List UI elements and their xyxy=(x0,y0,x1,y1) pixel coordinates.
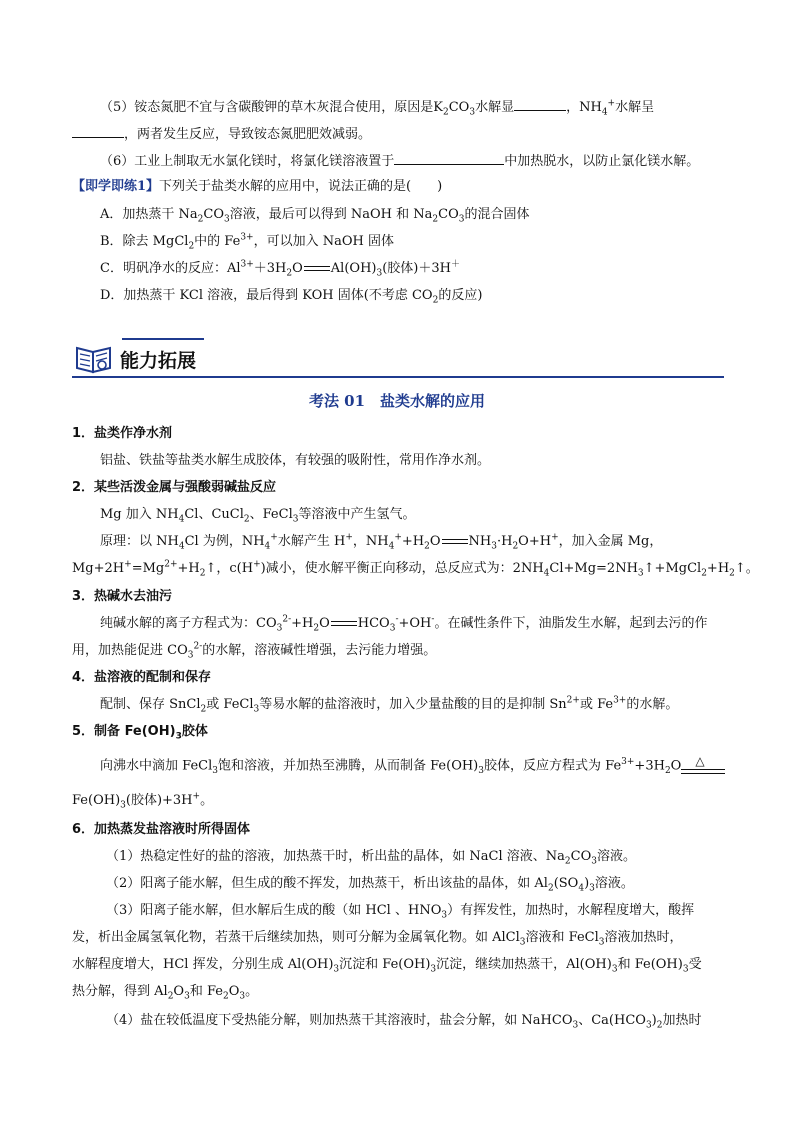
para-4: 配制、保存 SnCl$_2$或 FeCl$_3$等易水解的盐溶液时，加入少量盐酸的目的是抑制 $Sn^{2+}$或 $Fe^{3+}$的水解。 xyxy=(100,695,679,715)
item-6-line: （6）工业上制取无水氯化镁时，将氯化镁溶液置于 中加热脱水，以防止氯化镁水解。 xyxy=(100,151,699,171)
option-d[interactable]: D．加热蒸干 KCl 溶液，最后得到 KOH 固体(不考虑 $CO_2$的反应) xyxy=(100,288,483,306)
para-5b: $Fe(OH)_3$(胶体)+3H+。 xyxy=(72,791,214,811)
heading-4: 4．盐溶液的配制和保存 xyxy=(72,670,212,685)
option-c[interactable]: C．明矾净水的反应：$Al^{3+}+3H_2O$ $Al(OH)_3$(胶体)＋3H＋ xyxy=(100,259,460,279)
book-icon xyxy=(74,340,114,376)
para-5a: 向沸水中滴加 FeCl$_3$饱和溶液，并加热至沸腾，从而制备 $Fe(OH)_3$胶体，反应方程式为 $Fe^{3+}+3H_2O$ △ xyxy=(100,755,725,777)
answer-blank[interactable] xyxy=(394,151,504,165)
para-1: 铝盐、铁盐等盐类水解生成胶体，有较强的吸附性，常用作净水剂。 xyxy=(100,453,491,468)
answer-blank[interactable] xyxy=(514,97,566,111)
para-2b: 原理：以 $NH_4Cl$ 为例，$NH_4^+$水解产生 H+，$NH_4^++H_2O$ $NH_3\cdot H_2O+H^+$，加入金属 Mg， xyxy=(100,532,663,552)
para-6-3d: 热分解，得到 $Al_2O_3$和 $Fe_2O_3$。 xyxy=(72,984,259,1002)
para-2c: $Mg+2H^+=Mg^{2+}+H_2↑$，c(H+)减小，使水解平衡正向移动，总反应式为：$2NH_4Cl+Mg=2NH_3↑+MgCl_2+H_2↑$。 xyxy=(72,559,759,579)
exercise-question: 【即学即练1】下列关于盐类水解的应用中，说法正确的是( ) xyxy=(72,179,443,194)
section-banner xyxy=(72,332,724,378)
heading-3: 3．热碱水去油污 xyxy=(72,589,173,604)
equilibrium-arrow xyxy=(304,264,330,274)
para-6-2: （2）阳离子能水解，但生成的酸不挥发，加热蒸干，析出该盐的晶体，如 $Al_2(SO_4)_3$溶液。 xyxy=(106,876,634,894)
item-5-line2: ，两者发生反应，导致铵态氮肥肥效减弱。 xyxy=(72,124,371,144)
para-2a: Mg 加入 $NH_4Cl$、CuCl$_2$、FeCl$_3$等溶液中产生氢气。 xyxy=(100,507,416,525)
heading-1: 1．盐类作净水剂 xyxy=(72,426,173,441)
option-b[interactable]: B．除去 MgCl$_2$中的 $Fe^{3+}$，可以加入 NaOH 固体 xyxy=(100,232,394,252)
item-5-line1: （5）铵态氮肥不宜与含碳酸钾的草木灰混合使用，原因是$K_2CO_3$水解显 ，$NH_4^+$水解呈 xyxy=(100,98,655,118)
para-6-4: （4）盐在较低温度下受热能分解，则加热蒸干其溶液时，盐会分解，如 NaHCO$_3$、$Ca(HCO_3)_2$加热时 xyxy=(106,1013,702,1031)
heading-5: 5．制备 $Fe(OH)_3$胶体 xyxy=(72,724,208,742)
para-3a: 纯碱水解的离子方程式为：$CO_3^{2-}+H_2O$ $HCO_3^-+OH^-$。在碱性条件下，油脂发生水解，起到去污的作 xyxy=(100,614,708,634)
para-6-3b: 发，析出金属氢氧化物，若蒸干后继续加热，则可分解为金属氧化物。如 AlCl$_3$溶液和 FeCl$_3$溶液加热时， xyxy=(72,930,683,948)
heading-2: 2．某些活泼金属与强酸弱碱盐反应 xyxy=(72,480,277,495)
para-6-3a: （3）阳离子能水解，但水解后生成的酸（如 HCl 、$HNO_3$）有挥发性，加热时，水解程度增大，酸挥 xyxy=(106,903,695,921)
banner-title: 能力拓展 xyxy=(120,350,197,372)
equilibrium-arrow xyxy=(331,619,357,629)
section-title: 考法 01 盐类水解的应用 xyxy=(308,392,486,410)
heating-equilibrium-arrow: △ xyxy=(681,755,725,777)
option-a[interactable]: A．加热蒸干 $Na_2CO_3$溶液，最后可以得到 NaOH 和 $Na_2CO_3$的混合固体 xyxy=(100,207,530,225)
para-3b: 用，加热能促进 $CO_3^{2-}$的水解，溶液碱性增强，去污能力增强。 xyxy=(72,641,437,661)
heading-6: 6．加热蒸发盐溶液时所得固体 xyxy=(72,822,251,837)
answer-blank[interactable] xyxy=(72,124,124,138)
equilibrium-arrow xyxy=(442,537,468,547)
para-6-3c: 水解程度增大，HCl 挥发，分别生成 $Al(OH)_3$沉淀和 $Fe(OH)_3$沉淀，继续加热蒸干，$Al(OH)_3$和 $Fe(OH)_3$受 xyxy=(72,957,702,975)
para-6-1: （1）热稳定性好的盐的溶液，加热蒸干时，析出盐的晶体，如 NaCl 溶液、$Na_2CO_3$溶液。 xyxy=(106,849,636,867)
exercise-tag: 【即学即练1】 xyxy=(72,179,160,194)
